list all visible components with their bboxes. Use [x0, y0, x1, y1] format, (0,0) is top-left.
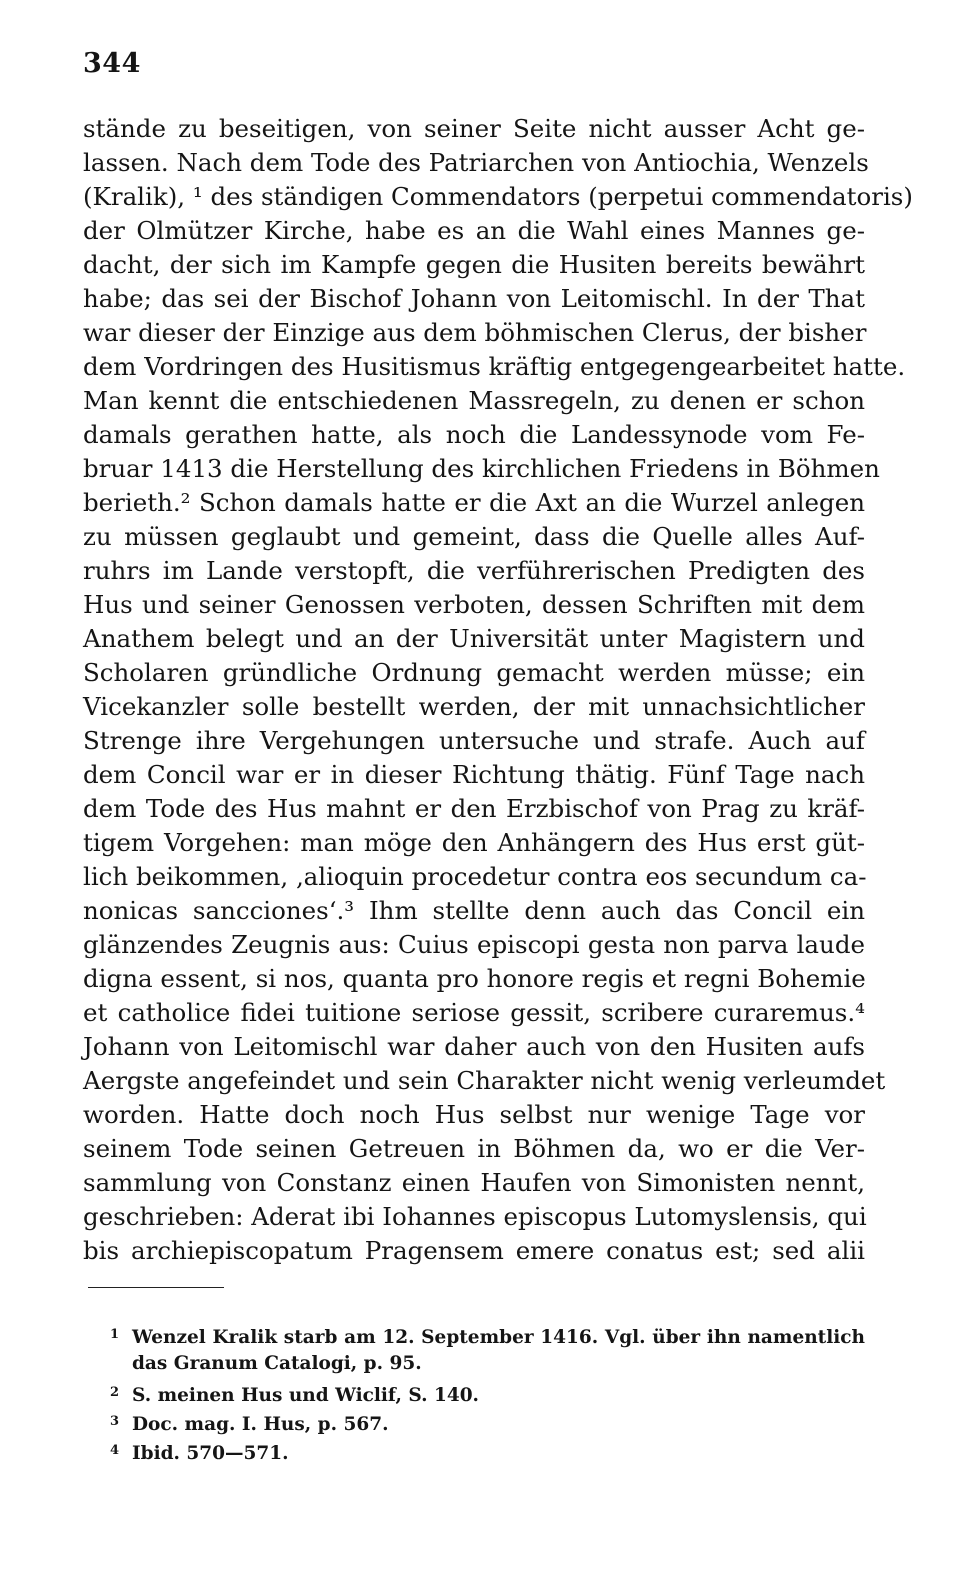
text-line: seinem Tode seinen Getreuen in Böhmen da, wo er die Ver-: [83, 1134, 865, 1163]
text-line: glänzendes Zeugnis aus: Cuius episcopi gesta non parva laude: [83, 930, 865, 959]
footnote-4: [110, 1436, 865, 1465]
text-line: bruar 1413 die Herstellung des kirchlichen Friedens in Böhmen: [83, 454, 880, 483]
text-line: zu müssen geglaubt und gemeint, dass die Quelle alles Auf-: [83, 522, 865, 551]
text-line: dem Concil war er in dieser Richtung thätig. Fünf Tage nach: [83, 760, 865, 789]
text-line: sammlung von Constanz einen Haufen von Simonisten nennt,: [83, 1168, 865, 1197]
text-line: tigem Vorgehen: man möge den Anhängern des Hus erst güt-: [83, 828, 865, 857]
footnote-text: Doc. mag. I. Hus, p. 567.: [132, 1414, 389, 1435]
text-line: lassen. Nach dem Tode des Patriarchen von Antiochia, Wenzels: [83, 148, 869, 177]
text-line: dem Vordringen des Husitismus kräftig entgegengearbeitet hatte.: [83, 352, 906, 381]
text-line: digna essent, si nos, quanta pro honore regis et regni Bohemie: [83, 964, 866, 993]
text-line: (Kralik), ¹ des ständigen Commendators (perpetui commendatoris): [83, 182, 913, 211]
text-line: habe; das sei der Bischof Johann von Leitomischl. In der That: [83, 284, 865, 313]
text-line: nonicas sancciones‘.³ Ihm stellte denn auch das Concil ein: [83, 896, 865, 925]
page-number: 344: [83, 48, 141, 79]
footnote-divider: [88, 1287, 224, 1288]
footnote-text: das Granum Catalogi, p. 95.: [132, 1353, 422, 1374]
text-line: berieth.² Schon damals hatte er die Axt an die Wurzel anlegen: [83, 488, 865, 517]
text-line: Hus und seiner Genossen verboten, dessen Schriften mit dem: [83, 590, 865, 619]
text-line: dem Tode des Hus mahnt er den Erzbischof von Prag zu kräf-: [83, 794, 865, 823]
footnote-3: [110, 1407, 865, 1436]
text-line: worden. Hatte doch noch Hus selbst nur wenige Tage vor: [83, 1100, 865, 1129]
footnote-marker: 1: [110, 1327, 120, 1342]
text-line: stände zu beseitigen, von seiner Seite nicht ausser Acht ge-: [83, 114, 865, 143]
footnote-text: Ibid. 570—571.: [132, 1443, 289, 1464]
text-line: damals gerathen hatte, als noch die Landessynode vom Fe-: [83, 420, 865, 449]
footnote-text: S. meinen Hus und Wiclif, S. 140.: [132, 1385, 480, 1406]
text-line: bis archiepiscopatum Pragensem emere conatus est; sed alii: [83, 1236, 865, 1265]
footnote-1-continued: [110, 1349, 865, 1378]
footnote-marker: 2: [110, 1385, 120, 1400]
footnote-2: [110, 1378, 865, 1407]
text-line: lich beikommen, ‚alioquin procedetur contra eos secundum ca-: [83, 862, 867, 891]
text-line: Strenge ihre Vergehungen untersuche und strafe. Auch auf: [83, 726, 865, 755]
footnote-marker: 3: [110, 1414, 120, 1429]
text-line: war dieser der Einzige aus dem böhmischen Clerus, der bisher: [83, 318, 867, 347]
text-line: Aergste angefeindet und sein Charakter nicht wenig verleumdet: [83, 1066, 886, 1095]
body-text: [83, 112, 913, 1268]
text-line: Scholaren gründliche Ordnung gemacht werden müsse; ein: [83, 658, 865, 687]
text-line: et catholice fidei tuitione seriose gessit, scribere curaremus.⁴: [83, 998, 865, 1027]
text-line: dacht, der sich im Kampfe gegen die Husiten bereits bewährt: [83, 250, 865, 279]
text-line: Johann von Leitomischl war daher auch von den Husiten aufs: [83, 1032, 865, 1061]
text-line: Man kennt die entschiedenen Massregeln, zu denen er schon: [83, 386, 865, 415]
text-line: Vicekanzler solle bestellt werden, der mit unnachsichtlicher: [83, 692, 865, 721]
text-line: der Olmützer Kirche, habe es an die Wahl eines Mannes ge-: [83, 216, 865, 245]
footnote-1: [110, 1320, 865, 1349]
text-line: geschrieben: Aderat ibi Iohannes episcopus Lutomyslensis, qui: [83, 1202, 867, 1231]
footnote-text: Wenzel Kralik starb am 12. September 1416. Vgl. über ihn namentlich: [132, 1327, 865, 1348]
footnotes: [110, 1320, 865, 1465]
text-line: Anathem belegt und an der Universität unter Magistern und: [83, 624, 865, 653]
footnote-marker: 4: [110, 1443, 120, 1458]
text-line: ruhrs im Lande verstopft, die verführerischen Predigten des: [83, 556, 865, 585]
